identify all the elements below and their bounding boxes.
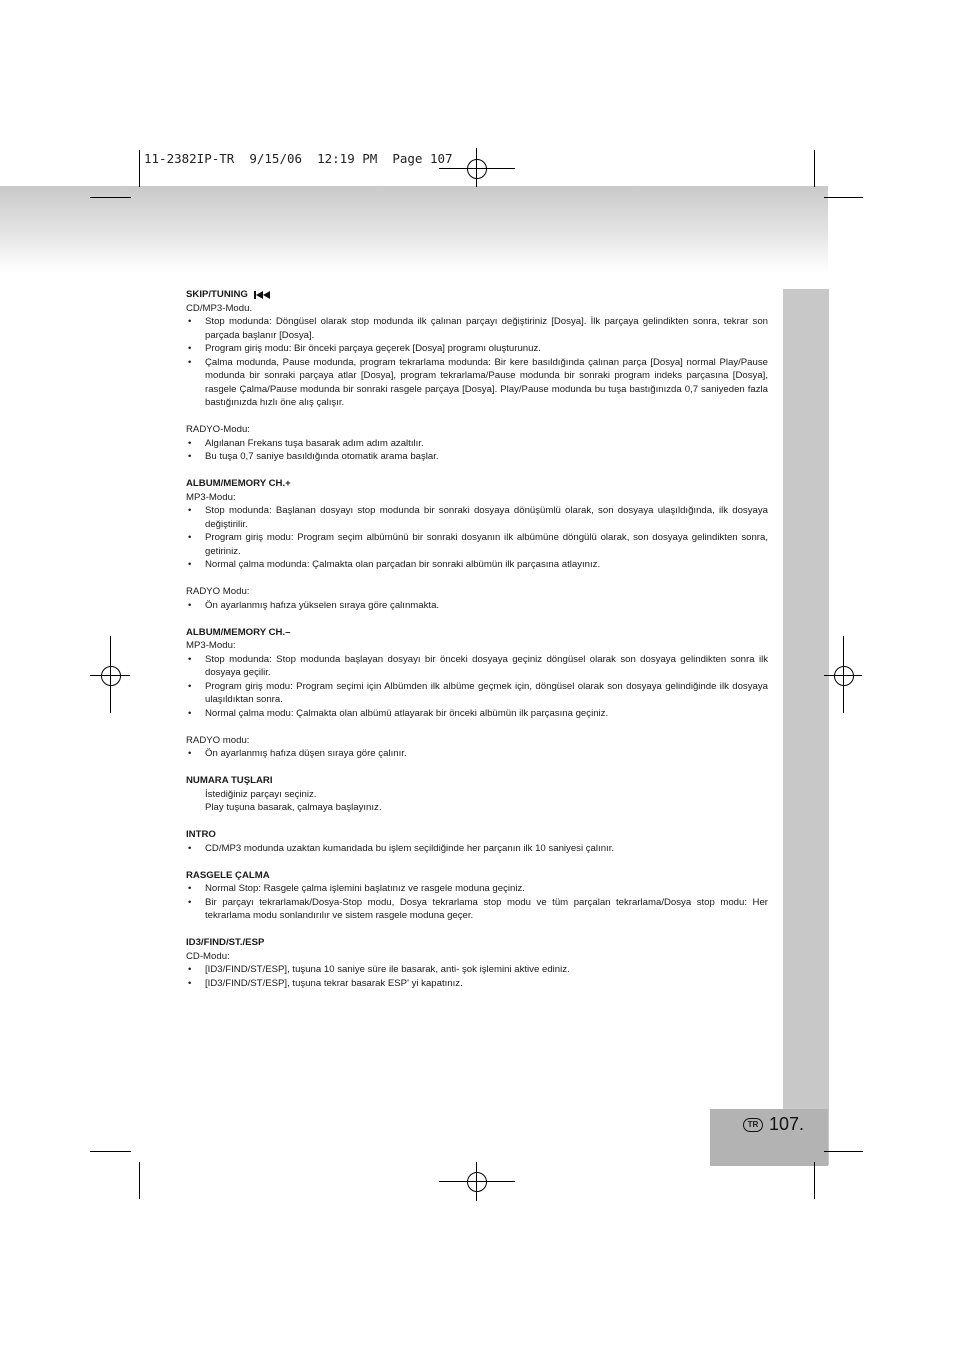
bullet-list xyxy=(186,653,768,721)
header-gradient-band xyxy=(0,186,828,272)
list-item: • Program giriş modu: Bir önceki parçaya geçerek [Dosya] programı oluşturunuz. xyxy=(186,342,768,356)
bullet-list xyxy=(186,882,768,923)
section-title: ALBUM/MEMORY CH.– xyxy=(186,626,291,638)
bullet-list xyxy=(186,315,768,410)
list-item: • Program giriş modu: Program seçimi için Albümden ilk albüme geçmek için, döngüsel olarak son dosyaya gelindiğinde ilk dosyaya ulaşıldıktan sonra. xyxy=(186,680,768,707)
instruction-line: İstediğiniz parçayı seçiniz. xyxy=(205,788,317,800)
page-number-text: 107. xyxy=(769,1114,805,1134)
bullet-list xyxy=(186,842,768,856)
list-item: • Çalma modunda, Pause modunda, program tekrarlama modunda: Bir kere basıldığında çalınan parça [Dosya] normal Play/Pause modunda bir sonraki parçaya atlar [Dosya], program tekrarlama/Pause modunda bir sonraki program indeks parçasına [Dosya], rasgele Çalma/Pause modunda bir sonraki rasgele parçaya [Dosya]. Play/Pause modunda bu tuşa bastığınızda 0,7 saniyeden fazla bastığınızda hızlı öne alış çalışır. xyxy=(186,356,768,410)
list-item: • Algılanan Frekans tuşa basarak adım adım azaltılır. xyxy=(186,437,768,451)
section-title: SKIP/TUNING xyxy=(186,289,248,300)
mode-label: CD/MP3-Modu. xyxy=(186,302,253,314)
section-title: NUMARA TUŞLARI xyxy=(186,775,273,786)
list-item: • [ID3/FIND/ST/ESP], tuşuna 10 saniye süre ile basarak, anti- şok işlemini aktive ediniz. xyxy=(186,963,768,977)
section-id3-find-esp xyxy=(186,936,768,990)
manual-content xyxy=(186,288,768,1004)
side-grey-bar xyxy=(783,289,829,1165)
list-item: • CD/MP3 modunda uzaktan kumandada bu işlem seçildiğinde her parçanın ilk 10 saniyesi çalınır. xyxy=(186,842,768,856)
section-rasgele-calma xyxy=(186,869,768,923)
section-album-memory-minus xyxy=(186,626,768,761)
mode-label: MP3-Modu: xyxy=(186,640,236,651)
section-title: RASGELE ÇALMA xyxy=(186,869,270,881)
bullet-list xyxy=(186,599,768,613)
list-item: • Stop modunda: Döngüsel olarak stop modunda ilk çalınan parçayı değiştiriniz [Dosya]. İlk parçaya gelindikten sonra, tekrar son parçada başlanır [Dosya]. xyxy=(186,315,768,342)
list-item: • Ön ayarlanmış hafıza düşen sıraya göre çalınır. xyxy=(186,747,768,761)
list-item: • Stop modunda: Başlanan dosyayı stop modunda bir sonraki dosyaya dönüşümlü olarak, son dosyaya ulaşıldığında, ilk dosyaya değiştirilir. xyxy=(186,504,768,531)
bullet-list xyxy=(186,437,768,464)
mode-label: RADYO-Modu: xyxy=(186,424,250,435)
bullet-list xyxy=(186,504,768,572)
mode-label: CD-Modu: xyxy=(186,950,230,962)
section-title: INTRO xyxy=(186,829,216,840)
list-item: • Ön ayarlanmış hafıza yükselen sıraya göre çalınmakta. xyxy=(186,599,768,613)
list-item: • [ID3/FIND/ST/ESP], tuşuna tekrar basarak ESP' yi kapatınız. xyxy=(186,977,768,991)
list-item: • Stop modunda: Stop modunda başlayan dosyayı bir önceki dosyaya geçiniz döngüsel olarak son dosyaya gelindikten sonra ilk dosyaya geçilir. xyxy=(186,653,768,680)
mode-label: MP3-Modu: xyxy=(186,491,236,503)
list-item: • Normal Stop: Rasgele çalma işlemini başlatınız ve rasgele moduna geçiniz. xyxy=(186,882,768,896)
bullet-list xyxy=(186,747,768,761)
section-skip-tuning xyxy=(186,288,768,464)
instruction-line: Play tuşuna basarak, çalmaya başlayınız. xyxy=(205,802,382,813)
list-item: • Normal çalma modu: Çalmakta olan albümü atlayarak bir önceki albümün ilk parçasına geçiniz. xyxy=(186,707,768,721)
bullet-list xyxy=(186,963,768,990)
language-badge: TR xyxy=(743,1118,763,1132)
print-header: 11-2382IP-TR 9/15/06 12:19 PM Page 107 xyxy=(144,151,453,166)
section-title: ID3/FIND/ST./ESP xyxy=(186,937,265,948)
section-numara-tuslari xyxy=(186,774,768,815)
list-item: • Program giriş modu: Program seçim albümünü bir sonraki dosyanın ilk albümüne döngülü olarak, son dosyaya gelindikten sonra, getiriniz. xyxy=(186,531,768,558)
mode-label: RADYO modu: xyxy=(186,734,250,746)
section-intro xyxy=(186,828,768,855)
list-item: • Bu tuşa 0,7 saniye basıldığında otomatik arama başlar. xyxy=(186,450,768,464)
mode-label: RADYO Modu: xyxy=(186,586,250,597)
section-album-memory-plus xyxy=(186,477,768,612)
skip-back-icon xyxy=(254,291,270,299)
page-number xyxy=(743,1114,804,1135)
list-item: • Bir parçayı tekrarlamak/Dosya-Stop modu, Dosya tekrarlama stop modu ve tüm parçalan tekrarlama/Dosya stop modu: Her tekrarlama modu sonlandırılır ve sistem rasgele moduna geçer. xyxy=(186,896,768,923)
list-item: • Normal çalma modunda: Çalmakta olan parçadan bir sonraki albümün ilk parçasına atlayınız. xyxy=(186,558,768,572)
section-title: ALBUM/MEMORY CH.+ xyxy=(186,478,291,489)
